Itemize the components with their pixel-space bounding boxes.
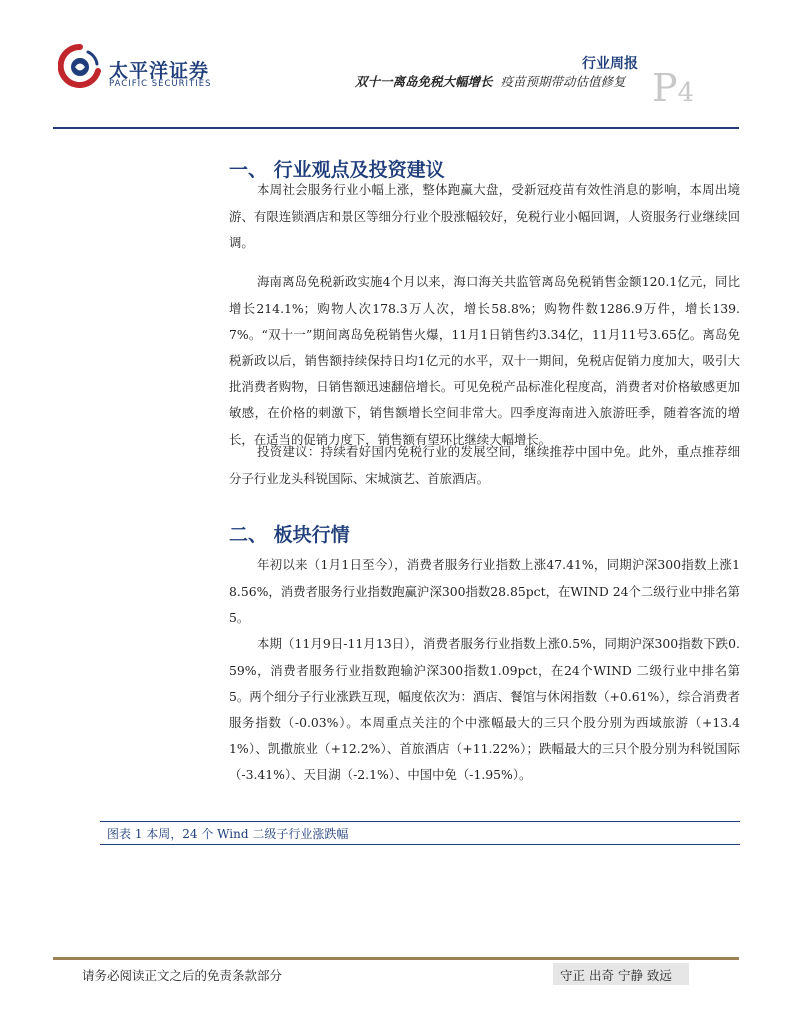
report-type-label: 行业周报 xyxy=(582,56,638,72)
section-title-sector-market: 二、 板块行情 xyxy=(229,524,350,546)
footer-motto-box xyxy=(553,963,689,985)
header-divider xyxy=(53,127,739,129)
section2-paragraph-1: 年初以来（1月1日至今），消费者服务行业指数上涨47.41%，同期沪深300指数上涨18.56%，消费者服务行业指数跑赢沪深300指数28.85pct，在WIND 24个二级行业中排名第5。 xyxy=(229,557,740,625)
footer-divider xyxy=(53,957,739,960)
section1-paragraph-3: 投资建议：持续看好国内免税行业的发展空间，继续推荐中国中免。此外，重点推荐细分子行业龙头科锐国际、宋城演艺、首旅酒店。 xyxy=(229,444,740,486)
headline-sub: 疫苗预期带动估值修复 xyxy=(500,74,626,89)
section-title-industry-view: 一、 行业观点及投资建议 xyxy=(229,159,445,181)
page-number xyxy=(652,66,694,110)
page-number-value: 4 xyxy=(677,78,695,108)
figure-caption-box xyxy=(100,821,740,845)
footer-motto: 守正 出奇 宁静 致远 xyxy=(560,968,672,983)
pacific-securities-logo-icon xyxy=(58,44,102,88)
footer-disclaimer-note: 请务必阅读正文之后的免责条款部分 xyxy=(82,968,283,983)
report-headline xyxy=(355,72,626,90)
section2-paragraph-2: 本期（11月9日-11月13日），消费者服务行业指数上涨0.5%，同期沪深300指数下跌0.59%，消费者服务行业指数跑输沪深300指数1.09pct，在24个WIND 二级行业中排名第5。两个细分子行业涨跌互现，幅度依次为：酒店、餐馆与休闲指数（+0.61%），综合消费者服务指数（-0.03%）。本周重点关注的个中涨幅最大的三只个股分别为西域旅游（+13.41%）、凯撒旅业（+12.2%）、首旅酒店（+11.22%）；跌幅最大的三只个股分别为科锐国际（-3.41%）、天目湖（-2.1%）、中国中免（-1.95%）。 xyxy=(229,636,740,783)
figure-caption: 图表 1 本周，24 个 Wind 二级子行业涨跌幅 xyxy=(107,827,349,841)
brand-name-en: PACIFIC SECURITIES xyxy=(109,79,212,89)
section1-paragraph-1: 本周社会服务行业小幅上涨，整体跑赢大盘，受新冠疫苗有效性消息的影响，本周出境游、有限连锁酒店和景区等细分行业个股涨幅较好，免税行业小幅回调，人资服务行业继续回调。 xyxy=(229,182,740,250)
page-number-prefix: P xyxy=(652,66,678,110)
brand-name-cn: 太平洋证券 xyxy=(109,60,210,82)
section1-paragraph-2: 海南离岛免税新政实施4个月以来，海口海关共监管离岛免税销售金额120.1亿元，同比增长214.1%；购物人次178.3万人次，增长58.8%；购物件数1286.9万件，增长139.7%。“双十一”期间离岛免税销售火爆，11月1日销售约3.34亿，11月11号3.65亿。离岛免税新政以后，销售额持续保持日均1亿元的水平，双十一期间，免税店促销力度加大，吸引大批消费者购物，日销售额迅速翻倍增长。可见免税产品标准化程度高，消费者对价格敏感更加敏感，在价格的刺激下，销售额增长空间非常大。四季度海南进入旅游旺季，随着客流的增长，在适当的促销力度下，销售额有望环比继续大幅增长。 xyxy=(229,274,740,447)
headline-main: 双十一离岛免税大幅增长 xyxy=(355,74,493,89)
